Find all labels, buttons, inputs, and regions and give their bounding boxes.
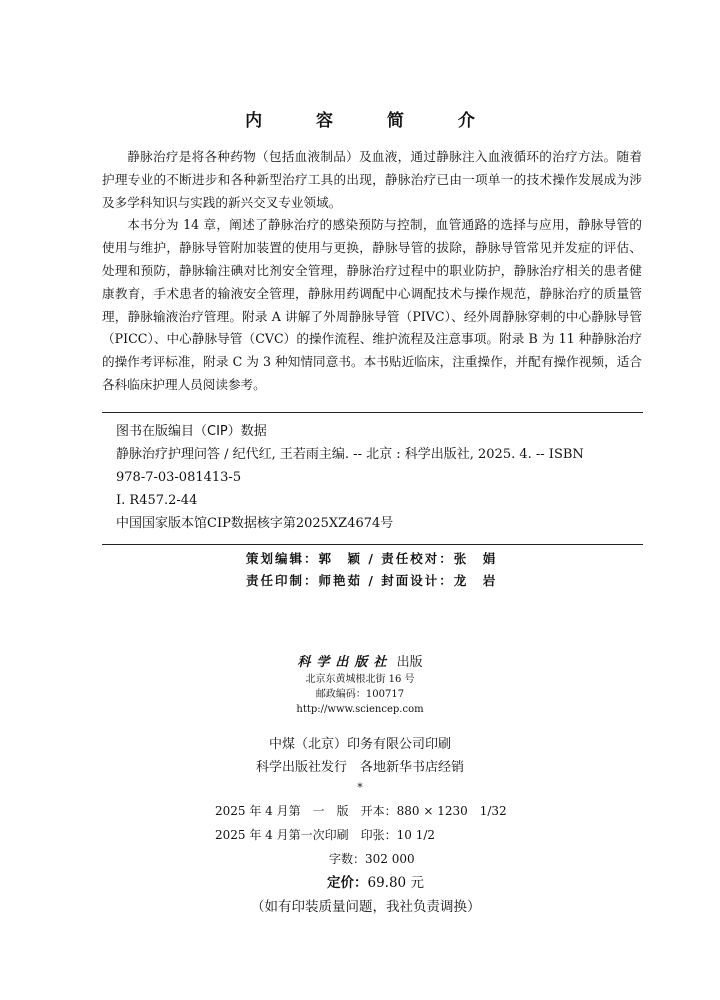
printer-line: 中煤（北京）印务有限公司印刷 xyxy=(268,737,451,752)
publisher-postcode: 邮政编码：100717 xyxy=(315,689,405,700)
intro-section xyxy=(102,146,642,397)
cip-line-2: 978-7-03-081413-5 xyxy=(116,470,242,485)
price-value: 69.80 元 xyxy=(367,875,424,891)
cip-line-4: 中国国家版本馆CIP数据核字第2025XZ4674号 xyxy=(116,516,394,531)
cip-line-1: 静脉治疗护理问答 / 纪代红, 王若雨主编. -- 北京 : 科学出版社, 2025. 4. -- ISBN xyxy=(116,447,584,462)
publisher-name xyxy=(0,654,720,672)
word-count: 字数：302 000 xyxy=(329,852,415,866)
distribution-line: 科学出版社发行 各地新华书店经销 xyxy=(255,760,464,775)
edition-line: 2025 年 4 月第 一 版 开本：880 × 1230 1/32 xyxy=(215,804,507,818)
publisher-logo-text: 科学出版社 xyxy=(297,655,393,670)
staff-line-1: 策划编辑：郭 颖 / 责任校对：张 娟 xyxy=(246,551,498,566)
cip-block xyxy=(116,420,636,535)
intro-paragraph-1: 静脉治疗是将各种药物（包括血液制品）及血液，通过静脉注入血液循环的治疗方法。随着护理专业的不断进步和各种新型治疗工具的出现，静脉治疗已由一项单一的技术操作发展成为涉及多学科知识与实践的新兴交叉专业领域。 xyxy=(102,149,642,210)
quality-note: （如有印装质量问题，我社负责调换） xyxy=(251,899,481,915)
intro-paragraph-2: 本书分为 14 章，阐述了静脉治疗的感染预防与控制，血管通路的选择与应用，静脉导管的使用与维护，静脉导管附加装置的使用与更换，静脉导管的拔除，静脉导管常见并发症的评估、处理和预防，静脉输注碘对比剂安全管理，静脉治疗过程中的职业防护，静脉治疗相关的患者健康教育，手术患者的输液安全管理，静脉用药调配中心调配技术与操作规范，静脉治疗的质量管理，静脉输液治疗管理。附录 A 讲解了外周静脉导管（PIVC）、经外周静脉穿刺的中心静脉导管（PICC）、中心静脉导管（CVC）的操作流程、维护流程及注意事项。附录 B 为 11 种静脉治疗的操作考评标准，附录 C 为 3 种知情同意书。本书贴近临床，注重操作，并配有操作视频，适合各科临床护理人员阅读参考。 xyxy=(102,217,642,392)
printing-block xyxy=(0,733,720,795)
cip-line-3: Ⅰ. R457.2-44 xyxy=(116,493,198,508)
cip-top-divider xyxy=(102,412,643,413)
price-label: 定价： xyxy=(327,875,368,891)
publisher-suffix: 出版 xyxy=(396,655,423,670)
specs-block xyxy=(215,799,545,919)
price-line xyxy=(215,871,545,895)
separator-star: * xyxy=(357,781,363,794)
impression-line: 2025 年 4 月第一次印刷 印张：10 1/2 xyxy=(215,828,436,842)
publisher-website: http://www.sciencep.com xyxy=(296,704,424,715)
page-title: 内 容 简 介 xyxy=(245,111,499,131)
publisher-block xyxy=(0,654,720,717)
cip-heading: 图书在版编目（CIP）数据 xyxy=(116,424,267,439)
staff-line-2: 责任印制：师艳茹 / 封面设计：龙 岩 xyxy=(246,573,498,588)
publisher-address: 北京东黄城根北街 16 号 xyxy=(305,674,415,685)
staff-credits xyxy=(246,548,576,592)
cip-bottom-divider xyxy=(102,544,643,545)
